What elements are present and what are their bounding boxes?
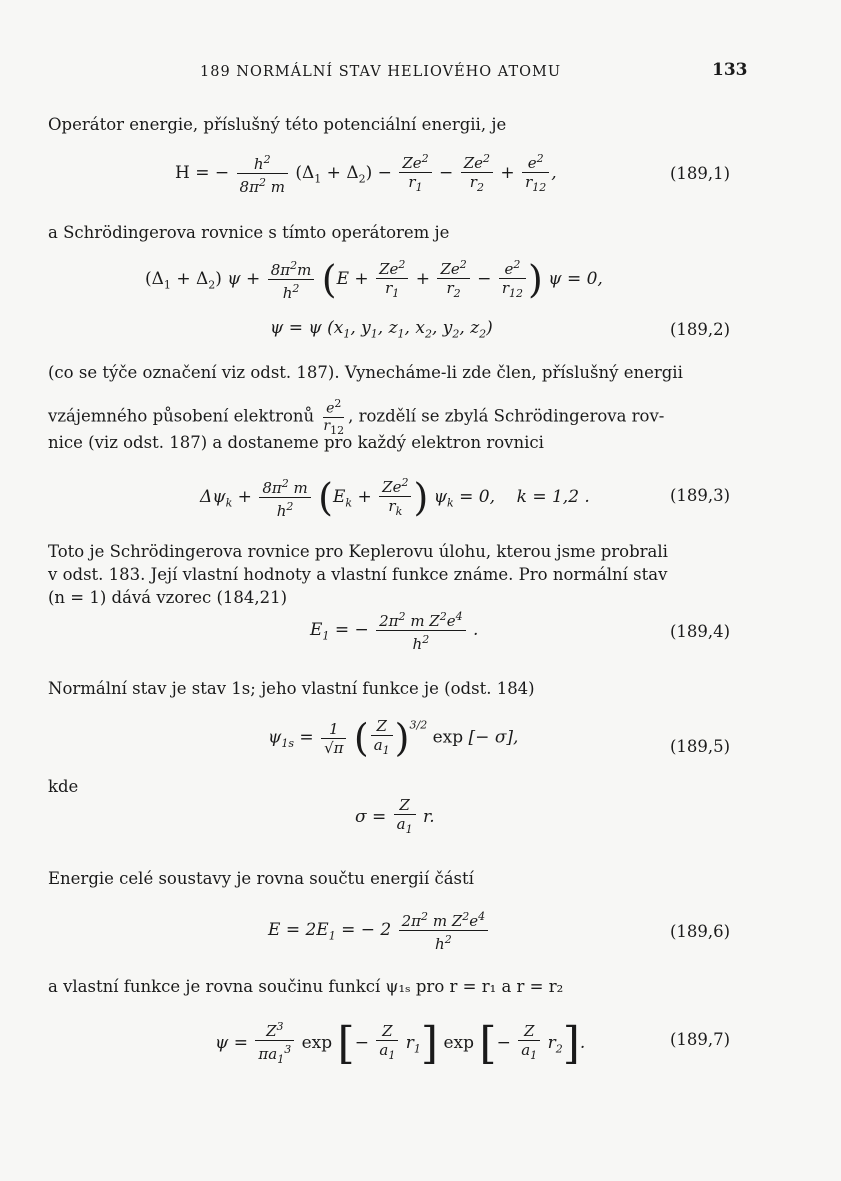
equation-hamiltonian: H = − $\frac{h^2}{8\pi^2 m}$ $(\Delta_1 + \Delta_2)$ − $\frac{Ze^2}{r_1}$ − $\frac{Ze^2}{r_2}$ + $\frac{e^2}{r_{12}}$ , (175, 152, 557, 196)
equation-1s-wavefunction: $\psi_{1s}$ = $\frac{1}{√\pi}$ ( $\frac{Z}{a_1}$ )$^{3/2}$ exp [− σ], (268, 716, 519, 760)
equation-number: (189,6) (670, 922, 731, 941)
equation-number: (189,2) (670, 320, 731, 339)
paragraph-text: nice (viz odst. 187) a dostaneme pro každý elektron rovnici (48, 433, 544, 452)
equation-number: (189,7) (670, 1030, 731, 1049)
equation-number: (189,1) (670, 164, 731, 183)
page-number: 133 (712, 60, 748, 80)
paragraph-text: Toto je Schrödingerova rovnice pro Keplerovu úlohu, kterou jsme probrali (48, 542, 668, 561)
inline-fraction: $\frac{e^2}{r_{12}}$ (323, 397, 345, 437)
equation-ground-energy: $E_1$ = − $\frac{2\pi^2 m Z^2e^4}{h^2}$ . (310, 610, 479, 653)
equation-number: (189,3) (670, 486, 731, 505)
paragraph-text: a Schrödingerova rovnice s tímto operátorem je (48, 223, 450, 242)
paragraph-text: v odst. 183. Její vlastní hodnoty a vlastní funkce známe. Pro normální stav (48, 565, 668, 584)
running-header: 189 NORMÁLNÍ STAV HELIOVÉHO ATOMU (200, 64, 562, 80)
paragraph-text: vzájemného působení elektronů (48, 406, 315, 426)
equation-total-wavefunction: ψ = $\frac{Z^3}{\pi a_1^3}$ exp [− $\frac{Z}{a_1}$ $r_1$] exp [− $\frac{Z}{a_1}$ $r_2$]. (215, 1018, 586, 1069)
equation-sigma: σ = $\frac{Z}{a_1}$ r. (355, 796, 435, 839)
equation-number: (189,4) (670, 622, 731, 641)
paragraph-text: a vlastní funkce je rovna součinu funkcí ψ₁ₛ pro r = r₁ a r = r₂ (48, 977, 564, 996)
paragraph-text: , rozdělí se zbylá Schrödingerova rov- (348, 406, 665, 426)
paragraph-text: Energie celé soustavy je rovna součtu energií částí (48, 869, 474, 888)
equation-wavefunction-args: ψ = ψ ($x_1$, $y_1$, $z_1$, $x_2$, $y_2$, $z_2$) (270, 318, 493, 341)
equation-number: (189,5) (670, 737, 731, 756)
paragraph-text: Normální stav je stav 1s; jeho vlastní funkce je (odst. 184) (48, 679, 535, 698)
equation-total-energy: $E = 2E_1$ = − 2 $\frac{2\pi^2 m Z^2e^4}{h^2}$ (268, 908, 490, 953)
paragraph-text: Operátor energie, příslušný této potenciální energii, je (48, 115, 507, 134)
paragraph-text: (co se týče označení viz odst. 187). Vynecháme-li zde člen, příslušný energii (48, 363, 683, 382)
paragraph-text: kde (48, 777, 79, 796)
equation-kepler: $\Delta\psi_k$ + $\frac{8\pi^2 m}{h^2}$ ($E_k$ + $\frac{Ze^2}{r_k}$ ) $\psi_k = 0$, k = 1,2 . (200, 475, 590, 520)
equation-schrodinger-full: $(\Delta_1 + \Delta_2) \psi$ + $\frac{8\pi^2m}{h^2}$ (E + $\frac{Ze^2}{r_1}$ + $\frac{Ze^2}{r_2}$ − $\frac{e^2}{r_{12}}$ ) ψ = 0, (145, 257, 603, 302)
paragraph-text: (n = 1) dává vzorec (184,21) (48, 588, 288, 607)
